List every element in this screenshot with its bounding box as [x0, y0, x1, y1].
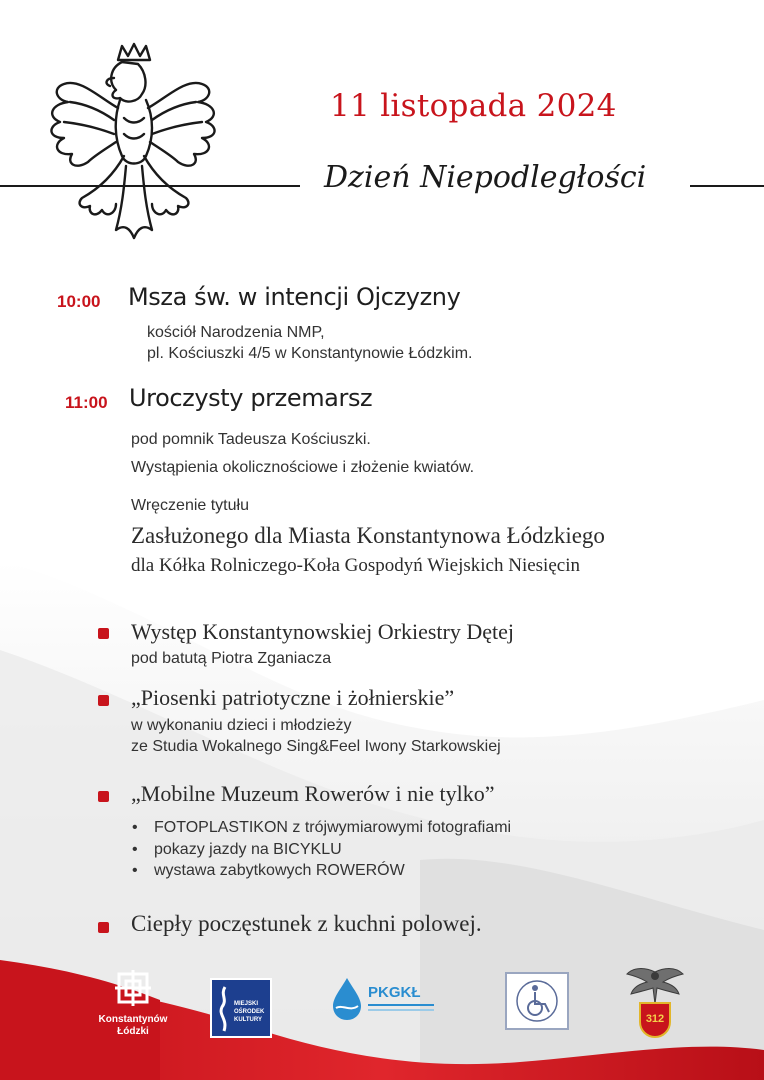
event-1-time: 10:00: [57, 292, 101, 311]
eagle-emblem: [30, 38, 230, 243]
logo-konstantynow: [78, 968, 188, 1038]
bullet-square: [98, 922, 109, 933]
award-recipient: dla Kółka Rolniczego-Koła Gospodyń Wiejskich Niesięcin: [131, 555, 580, 576]
event-2-time: 11:00: [65, 393, 108, 412]
logo-accessibility: [505, 972, 569, 1030]
logo-pkgkl-text: PKGKŁ: [368, 984, 421, 1001]
event-date: 11 listopada 2024: [330, 88, 617, 124]
event-1-line-1: kościół Narodzenia NMP,: [147, 324, 325, 341]
event-1-line-2: pl. Kościuszki 4/5 w Konstantynowie Łódzkim.: [147, 345, 473, 362]
unit-shield: [639, 1002, 671, 1038]
attraction-3-title: „Mobilne Muzeum Rowerów i nie tylko”: [131, 781, 495, 806]
event-2-line-1: pod pomnik Tadeusza Kościuszki.: [131, 431, 371, 448]
mok-figure-icon: [216, 985, 234, 1033]
logo-mok: [210, 978, 272, 1038]
list-item: • FOTOPLASTIKON z trójwymiarowymi fotografiami: [132, 817, 511, 839]
bullet-square: [98, 628, 109, 639]
logo-pkgkl: [330, 974, 442, 1024]
wheelchair-icon: [507, 974, 567, 1028]
event-2-line-2: Wystąpienia okolicznościowe i złożenie kwiatów.: [131, 459, 475, 476]
bullet-square: [98, 791, 109, 802]
attraction-4-title: Ciepły poczęstunek z kuchni polowej.: [131, 911, 482, 936]
holiday-title: Dzień Niepodległości: [318, 160, 652, 195]
konstantynow-emblem-icon: [113, 968, 153, 1008]
list-item: • wystawa zabytkowych ROWERÓW: [132, 860, 511, 882]
attraction-2-line-1: w wykonaniu dzieci i młodzieży: [131, 717, 352, 734]
unit-number: 312: [645, 1013, 665, 1025]
event-2-details: [131, 426, 474, 482]
event-1-details: [147, 322, 472, 364]
award-intro: Wręczenie tytułu: [131, 497, 249, 514]
bullet-square: [98, 695, 109, 706]
attraction-1-line-1: pod batutą Piotra Zganiacza: [131, 650, 332, 667]
attraction-3-list: [132, 817, 511, 882]
logo-pkgkl-underline: [368, 1009, 434, 1011]
water-drop-icon: [330, 976, 364, 1022]
logo-town-line-2: Łódzki: [117, 1026, 149, 1037]
list-item: • pokazy jazdy na BICYKLU: [132, 839, 511, 861]
attraction-2-line-2: ze Studia Wokalnego Sing&Feel Iwony Starkowskiej: [131, 738, 501, 755]
attraction-2-details: [131, 715, 501, 757]
logo-mok-text: MIEJSKI OŚRODEK KULTURY: [234, 1001, 265, 1023]
attraction-2-title: „Piosenki patriotyczne i żołnierskie”: [131, 685, 455, 710]
logo-pkgkl-underline: [368, 1004, 434, 1006]
event-2-title: Uroczysty przemarsz: [129, 384, 373, 412]
award-title: Zasłużonego dla Miasta Konstantynowa Łódzkiego: [131, 523, 605, 548]
logo-town-line-1: Konstantynów: [98, 1014, 168, 1025]
event-1-title: Msza św. w intencji Ojczyzny: [128, 283, 461, 311]
attraction-1-title: Występ Konstantynowskiej Orkiestry Dętej: [131, 619, 514, 644]
logo-military-unit: [625, 964, 685, 1044]
